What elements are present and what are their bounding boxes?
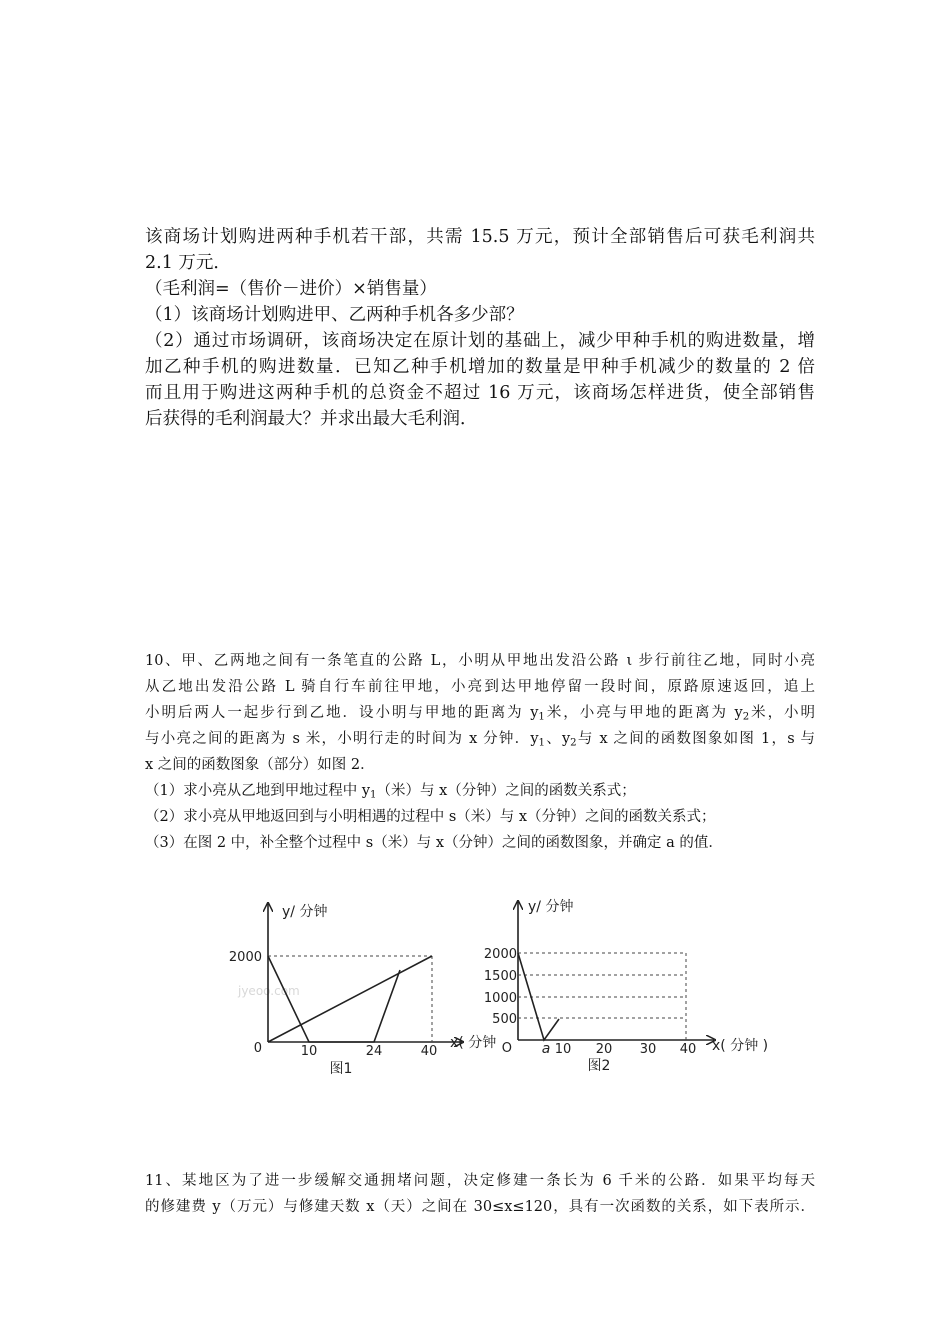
x-tick-label: 10 <box>554 1042 572 1057</box>
x-axis-label: x( 分钟 <box>450 1035 497 1051</box>
text-line: 该商场计划购进两种手机若干部，共需 15.5 万元，预计全部销售后可获毛利润共 <box>145 227 815 247</box>
text-line: 加乙种手机的购进数量．已知乙种手机增加的数量是甲种手机减少的数量的 2 倍 <box>145 357 815 377</box>
sub-question-1: （1）求小亮从乙地到甲地过程中 $y_1$（米）与 x（分钟）之间的函数关系式； <box>145 783 636 801</box>
x-tick-label: 30 <box>639 1042 657 1057</box>
text-line: 2.1 万元． <box>145 253 231 273</box>
sub-question-2: （2）求小亮从甲地返回到与小明相遇的过程中 s（米）与 x（分钟）之间的函数关系式； <box>145 809 716 825</box>
problem-10 <box>145 648 815 856</box>
graph-xiaoliang <box>268 956 400 1042</box>
text-line: 小明后两人一起步行到乙地．设小明与甲地的距离为 $y_1$米，小亮与甲地的距离为 $y_2$米，小明 <box>145 705 815 723</box>
x-tick-label: 40 <box>420 1044 438 1059</box>
y-tick-label: 2000 <box>483 947 517 962</box>
text-line: 11、某地区为了进一步缓解交通拥堵问题，决定修建一条长为 6 千米的公路．如果平均每天 <box>145 1173 815 1189</box>
sub-question-3: （3）在图 2 中，补全整个过程中 s（米）与 x（分钟）之间的函数图象，并确定 a 的值． <box>145 835 723 851</box>
x-tick-label: 40 <box>679 1042 697 1057</box>
x-tick-label: 24 <box>365 1044 383 1059</box>
text-line: 10、甲、乙两地之间有一条笔直的公路 L，小明从甲地出发沿公路 ι 步行前往乙地，同时小亮 <box>145 653 815 669</box>
origin-label: O <box>501 1041 512 1056</box>
y-tick-label: 2000 <box>228 950 262 965</box>
y-axis-label: y/ 分钟 <box>282 904 328 920</box>
figure-caption: 图2 <box>587 1058 611 1074</box>
text-line: 与小亮之间的距离为 s 米，小明行走的时间为 x 分钟．$y_1$、$y_2$与 x 之间的函数图象如图 1，s 与 <box>145 731 816 749</box>
problem-11 <box>145 1168 815 1220</box>
graph-xiaoming <box>268 956 432 1042</box>
x-tick-label: 10 <box>300 1044 318 1059</box>
x-axis-label: x( 分钟 ) <box>712 1038 769 1054</box>
y-tick-label: 1000 <box>483 991 517 1006</box>
x-tick-label: 0 <box>253 1041 262 1056</box>
figure-caption: 图1 <box>329 1061 353 1077</box>
text-line: （毛利润=（售价－进价）×销售量） <box>145 279 437 299</box>
text-line: 而且用于购进这两种手机的总资金不超过 16 万元，该商场怎样进货，使全部销售 <box>145 383 815 403</box>
text-line: x 之间的函数图象（部分）如图 2． <box>145 757 375 773</box>
y-axis-label: y/ 分钟 <box>528 899 574 915</box>
x-tick-label: a <box>541 1041 551 1057</box>
problem-9-continued <box>145 224 815 432</box>
text-line: 的修建费 y（万元）与修建天数 x（天）之间在 30≤x≤120，具有一次函数的关系，如下表所示． <box>145 1199 815 1215</box>
text-line: （2）通过市场调研，该商场决定在原计划的基础上，减少甲种手机的购进数量，增 <box>145 331 815 351</box>
text-line: 从乙地出发沿公路 L 骑自行车前往甲地，小亮到达甲地停留一段时间，原路原速返回，追上 <box>145 679 815 695</box>
x-tick-label: 20 <box>595 1042 613 1057</box>
text-line: （1）该商场计划购进甲、乙两种手机各多少部？ <box>145 305 524 325</box>
watermark: jyeoo.com <box>238 984 300 998</box>
y-tick-label: 500 <box>492 1012 517 1027</box>
y-tick-label: 1500 <box>483 969 517 984</box>
figure-2 <box>480 892 785 1077</box>
text-line: 后获得的毛利润最大？并求出最大毛利润． <box>145 409 478 429</box>
